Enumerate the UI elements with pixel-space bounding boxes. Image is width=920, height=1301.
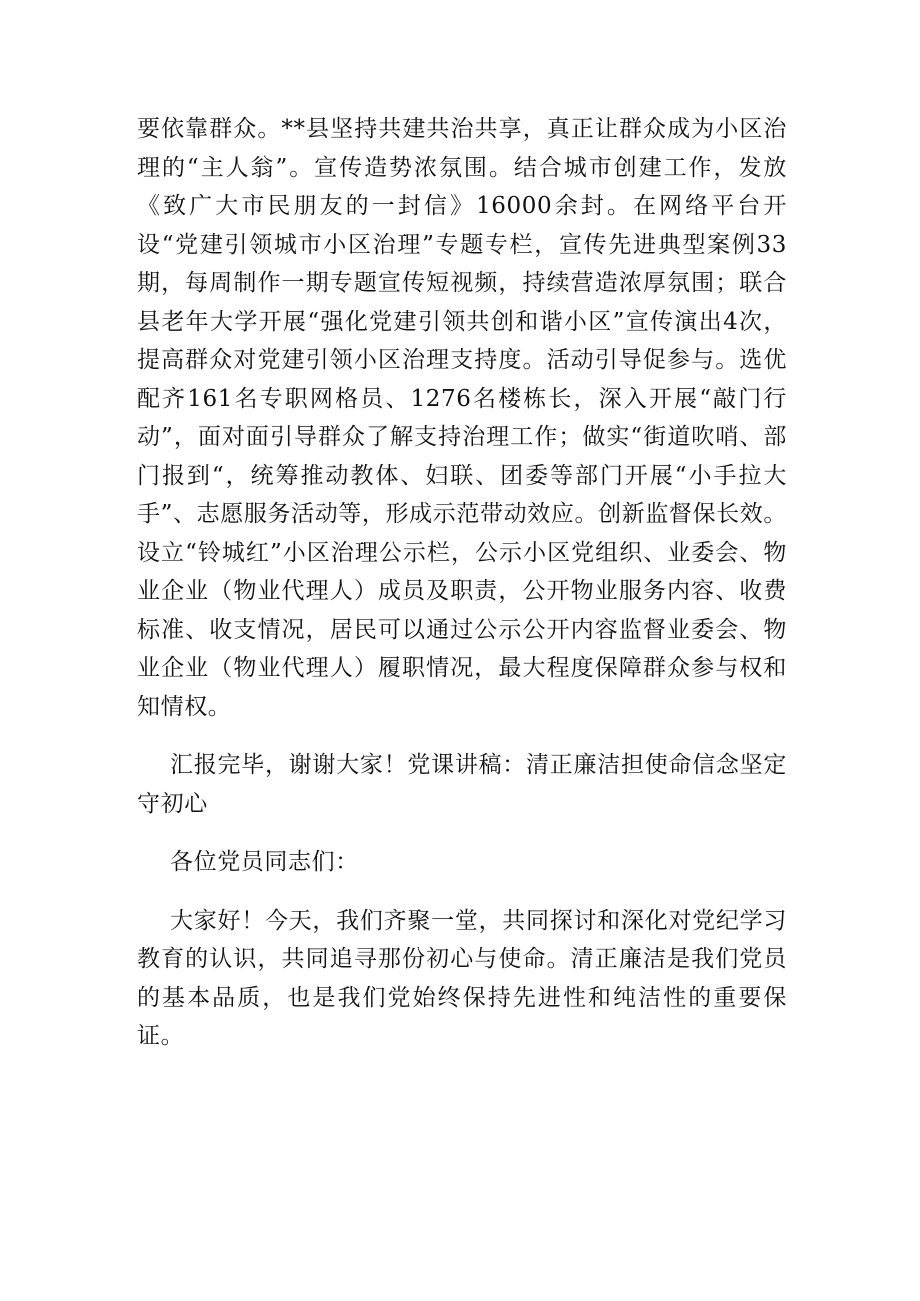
paragraph-report-closing-title: 汇报完毕，谢谢大家！党课讲稿：清正廉洁担使命信念坚定守初心	[137, 752, 787, 817]
paragraph-opening-remarks: 大家好！今天，我们齐聚一堂，共同探讨和深化对党纪学习教育的认识，共同追寻那份初心与使命。清正廉洁是我们党员的基本品质，也是我们党始终保持先进性和纯洁性的重要保证。	[137, 907, 787, 1049]
paragraph-community-governance: 要依靠群众。**县坚持共建共治共享，真正让群众成为小区治理的“主人翁”。宣传造势浓氛围。结合城市创建工作，发放《致广大市民朋友的一封信》16000余封。在网络平台开设“党建引领城市小区治理”专题专栏，宣传先进典型案例33期，每周制作一期专题宣传短视频，持续营造浓厚氛围；联合县老年大学开展“强化党建引领共创和谐小区”宣传演出4次，提高群众对党建引领小区治理支持度。活动引导促参与。选优配齐161名专职网格员、1276名楼栋长，深入开展“敲门行动”，面对面引导群众了解支持治理工作；做实“街道吹哨、部门报到“，统筹推动教体、妇联、团委等部门开展“小手拉大手”、志愿服务活动等，形成示范带动效应。创新监督保长效。设立“铃城红”小区治理公示栏，公示小区党组织、业委会、物业企业（物业代理人）成员及职责，公开物业服务内容、收费标准、收支情况，居民可以通过公示公开内容监督业委会、物业企业（物业代理人）履职情况，最大程度保障群众参与权和知情权。	[137, 116, 787, 720]
document-body	[137, 110, 787, 1056]
paragraph-salutation: 各位党员同志们：	[170, 849, 359, 875]
